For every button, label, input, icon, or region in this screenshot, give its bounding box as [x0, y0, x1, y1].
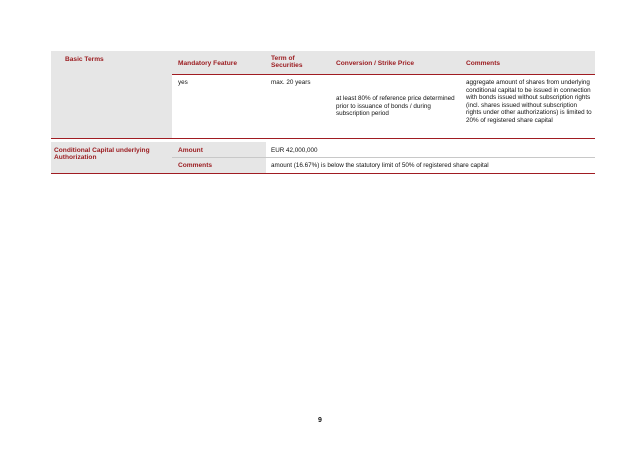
- basic-terms-header-row: [172, 51, 595, 74]
- comments-label: Comments: [178, 162, 213, 169]
- value-term: max. 20 years: [271, 79, 311, 86]
- value-mandatory-feature: yes: [178, 79, 188, 86]
- header-divider: [172, 74, 595, 75]
- header-comments: Comments: [466, 60, 501, 67]
- conditional-capital-block: [51, 142, 595, 173]
- basic-terms-block: [51, 51, 595, 138]
- value-conversion-price: at least 80% of reference price determined prior to issuance of bonds / during subscription period: [336, 95, 455, 118]
- basic-terms-bottom-rule: [51, 138, 595, 139]
- conditional-capital-label: Conditional Capital underlying Authorization: [54, 147, 150, 161]
- basic-terms-label-cell: [51, 51, 172, 138]
- value-comments: aggregate amount of shares from underlying conditional capital to be issued in connection with bonds issued without subscription rights (incl. shares issued without subscription rights under other authorizations) is limited to 20% of registered share capital: [466, 79, 592, 124]
- amount-label-cell: [172, 142, 266, 157]
- comments-value: amount (16.67%) is below the statutory limit of 50% of registered share capital: [271, 162, 489, 169]
- amount-label: Amount: [178, 147, 203, 154]
- amount-value: EUR 42,000,000: [271, 147, 318, 154]
- conditional-capital-bottom-rule: [51, 173, 595, 174]
- page-number: 9: [318, 417, 322, 424]
- header-term-of-securities: Term of Securities: [271, 55, 303, 69]
- comments-label-cell: [172, 158, 266, 173]
- header-conversion-strike-price: Conversion / Strike Price: [336, 60, 415, 67]
- conditional-capital-label-cell: [51, 142, 172, 173]
- basic-terms-label: Basic Terms: [65, 56, 104, 63]
- header-mandatory-feature: Mandatory Feature: [178, 60, 237, 67]
